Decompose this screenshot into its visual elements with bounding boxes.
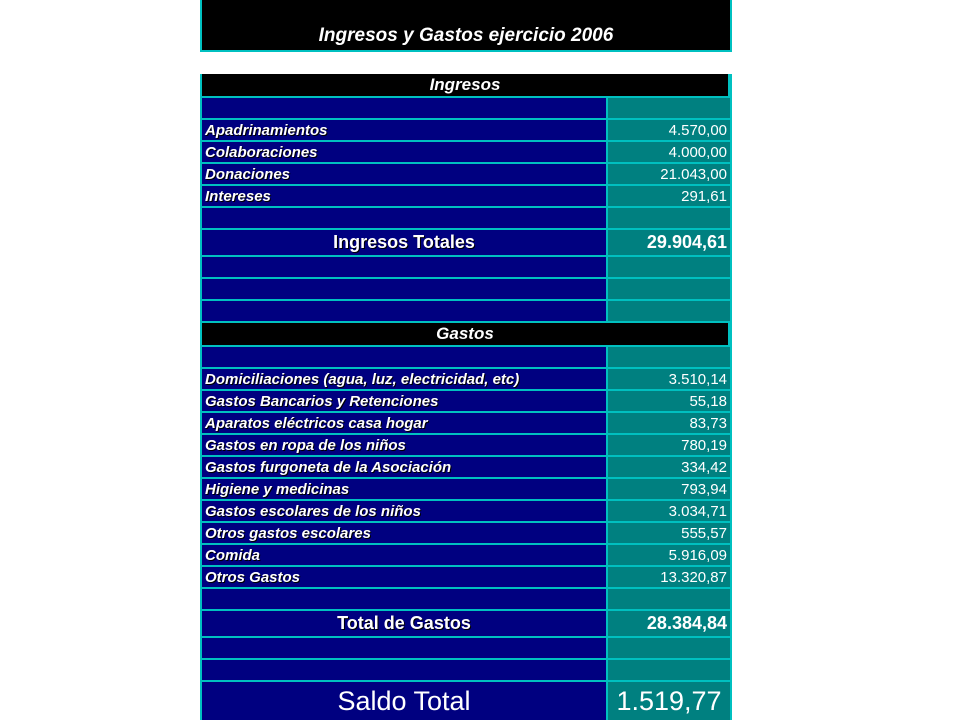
ingresos-total-row (202, 230, 730, 257)
gasto-value: 3.034,71 (608, 501, 730, 521)
table-row (202, 164, 730, 186)
table-row (202, 567, 730, 589)
ingresos-total-value: 29.904,61 (608, 230, 730, 255)
table-row (202, 369, 730, 391)
table-row (202, 501, 730, 523)
table-row (202, 479, 730, 501)
table-row (202, 523, 730, 545)
gastos-total-row (202, 611, 730, 638)
gastos-header-row (202, 323, 730, 347)
ingresos-header-row (202, 74, 730, 98)
table-row (202, 413, 730, 435)
empty-cell (202, 301, 608, 321)
empty-cell (202, 98, 608, 118)
empty-row (202, 638, 730, 660)
gastos-total-value: 28.384,84 (608, 611, 730, 636)
gastos-header: Gastos (202, 323, 730, 345)
gasto-value: 55,18 (608, 391, 730, 411)
empty-row (202, 257, 730, 279)
gasto-value: 83,73 (608, 413, 730, 433)
empty-row (202, 279, 730, 301)
gastos-total-label: Total de Gastos (202, 611, 608, 636)
sheet-title-box (200, 0, 732, 52)
saldo-row (202, 682, 730, 720)
gasto-value: 13.320,87 (608, 567, 730, 587)
empty-cell (608, 589, 730, 609)
ingreso-label: Colaboraciones (202, 142, 608, 162)
table-row (202, 186, 730, 208)
empty-cell (608, 279, 730, 299)
saldo-label: Saldo Total (202, 682, 608, 720)
gasto-label: Gastos escolares de los niños (202, 501, 608, 521)
table-row (202, 391, 730, 413)
ingreso-value: 291,61 (608, 186, 730, 206)
gasto-label: Otros gastos escolares (202, 523, 608, 543)
ingreso-value: 21.043,00 (608, 164, 730, 184)
ingreso-value: 4.000,00 (608, 142, 730, 162)
table-row (202, 457, 730, 479)
gasto-label: Gastos en ropa de los niños (202, 435, 608, 455)
empty-cell (608, 660, 730, 680)
empty-cell (608, 208, 730, 228)
gasto-value: 780,19 (608, 435, 730, 455)
gasto-value: 334,42 (608, 457, 730, 477)
table-row (202, 435, 730, 457)
ingreso-label: Intereses (202, 186, 608, 206)
empty-cell (608, 301, 730, 321)
empty-cell (608, 257, 730, 277)
gasto-value: 3.510,14 (608, 369, 730, 389)
empty-row (202, 589, 730, 611)
gasto-value: 555,57 (608, 523, 730, 543)
saldo-value: 1.519,77 (608, 682, 730, 720)
gasto-value: 793,94 (608, 479, 730, 499)
gasto-label: Comida (202, 545, 608, 565)
empty-cell (202, 347, 608, 367)
empty-cell (202, 589, 608, 609)
empty-cell (202, 257, 608, 277)
empty-row (202, 301, 730, 323)
sheet-title: Ingresos y Gastos ejercicio 2006 (318, 25, 614, 46)
empty-cell (202, 208, 608, 228)
gasto-label: Otros Gastos (202, 567, 608, 587)
empty-row (202, 347, 730, 369)
table-row (202, 545, 730, 567)
table-row (202, 120, 730, 142)
gasto-label: Aparatos eléctricos casa hogar (202, 413, 608, 433)
empty-row (202, 208, 730, 230)
gasto-label: Domiciliaciones (agua, luz, electricidad, etc) (202, 369, 608, 389)
empty-cell (608, 638, 730, 658)
empty-cell (608, 347, 730, 367)
empty-cell (608, 98, 730, 118)
spreadsheet-table (200, 74, 732, 720)
gasto-label: Gastos Bancarios y Retenciones (202, 391, 608, 411)
ingreso-label: Apadrinamientos (202, 120, 608, 140)
empty-row (202, 98, 730, 120)
gasto-label: Higiene y medicinas (202, 479, 608, 499)
empty-cell (202, 660, 608, 680)
empty-cell (202, 279, 608, 299)
gasto-value: 5.916,09 (608, 545, 730, 565)
empty-cell (202, 638, 608, 658)
empty-row (202, 660, 730, 682)
ingresos-header: Ingresos (202, 74, 730, 96)
ingresos-total-label: Ingresos Totales (202, 230, 608, 255)
ingreso-label: Donaciones (202, 164, 608, 184)
gasto-label: Gastos furgoneta de la Asociación (202, 457, 608, 477)
ingreso-value: 4.570,00 (608, 120, 730, 140)
table-row (202, 142, 730, 164)
